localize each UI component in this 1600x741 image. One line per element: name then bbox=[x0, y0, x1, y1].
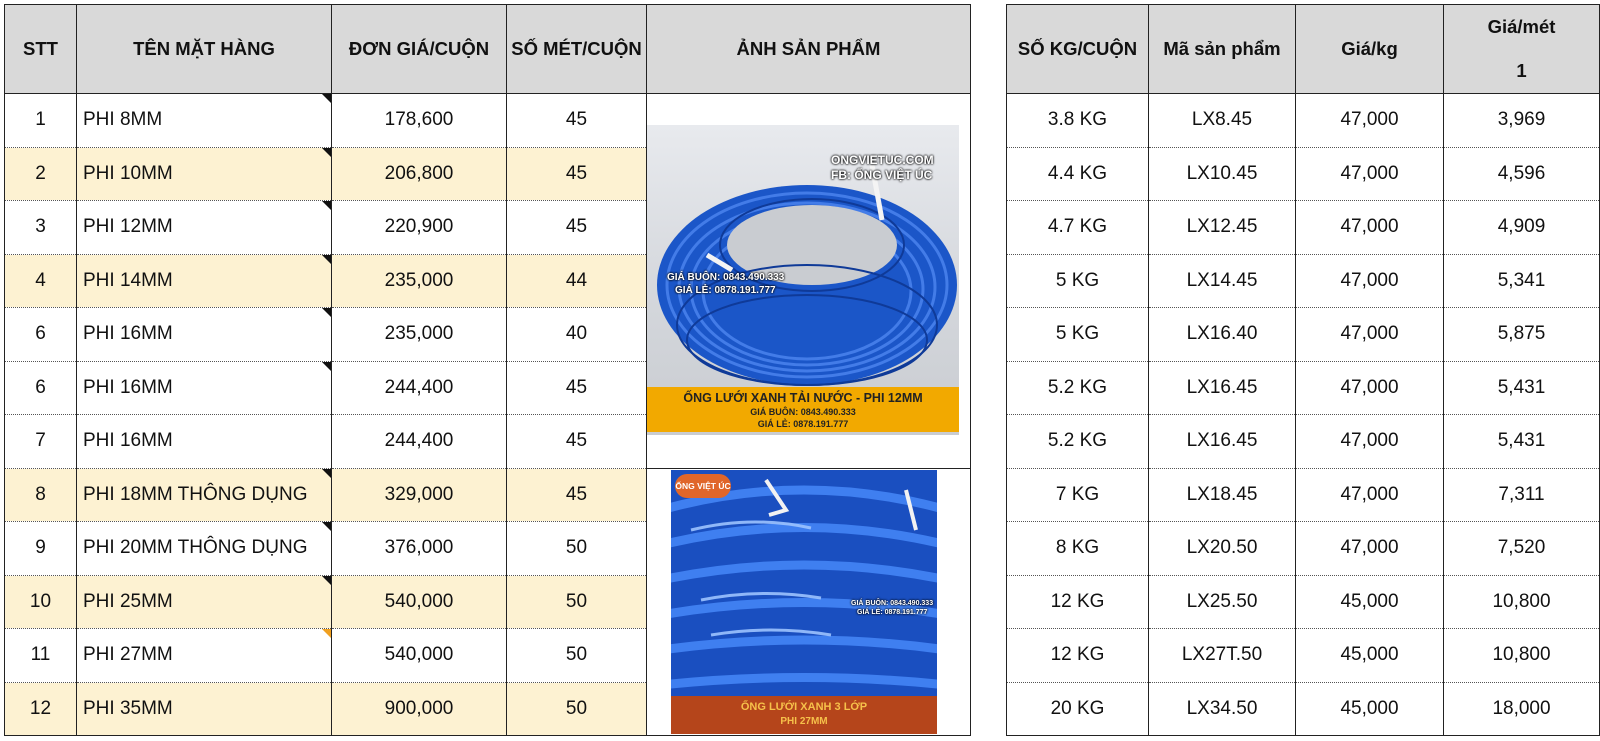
cell-kg-per-roll[interactable]: 3.8 KG bbox=[1007, 94, 1149, 148]
product-name-text: PHI 8MM bbox=[83, 109, 163, 131]
cell-product-name[interactable] bbox=[77, 575, 332, 629]
product-name-text: PHI 10MM bbox=[83, 162, 173, 184]
header-product-name[interactable]: TÊN MẶT HÀNG bbox=[77, 5, 332, 94]
photo-banner bbox=[671, 696, 937, 734]
cell-product-code[interactable]: LX12.45 bbox=[1149, 201, 1296, 255]
product-photo-12mm bbox=[647, 125, 959, 435]
cell-stt[interactable]: 7 bbox=[5, 415, 77, 469]
cell-price-per-meter[interactable]: 5,341 bbox=[1444, 254, 1600, 308]
cell-price-per-meter[interactable]: 5,875 bbox=[1444, 308, 1600, 362]
cell-product-code[interactable]: LX27T.50 bbox=[1149, 629, 1296, 683]
cell-kg-per-roll[interactable]: 5.2 KG bbox=[1007, 415, 1149, 469]
photo-wholesale-text: GIÁ BUÔN: 0843.490.333 bbox=[667, 272, 785, 283]
cell-meters-per-roll[interactable]: 50 bbox=[507, 575, 647, 629]
banner-title: ỐNG LƯỚI XANH 3 LỚP bbox=[740, 700, 868, 713]
product-name-text: PHI 16MM bbox=[83, 323, 173, 345]
comment-indicator[interactable] bbox=[322, 201, 331, 210]
product-name-text: PHI 14MM bbox=[83, 269, 173, 291]
cell-price-per-roll[interactable]: 376,000 bbox=[332, 522, 507, 576]
cell-product-name[interactable] bbox=[77, 308, 332, 362]
cell-price-per-kg[interactable]: 47,000 bbox=[1296, 201, 1444, 255]
cell-kg-per-roll[interactable]: 4.7 KG bbox=[1007, 201, 1149, 255]
photo-wholesale-text: GIÁ BUÔN: 0843.490.333 bbox=[851, 599, 934, 607]
cell-product-name[interactable] bbox=[77, 522, 332, 576]
cell-meters-per-roll[interactable]: 50 bbox=[507, 522, 647, 576]
cell-price-per-kg[interactable]: 47,000 bbox=[1296, 522, 1444, 576]
header-stt[interactable]: STT bbox=[5, 5, 77, 94]
cell-price-per-roll[interactable]: 244,400 bbox=[332, 361, 507, 415]
comment-indicator[interactable] bbox=[322, 94, 331, 103]
cell-price-per-meter[interactable]: 4,596 bbox=[1444, 147, 1600, 201]
comment-indicator[interactable] bbox=[322, 576, 331, 585]
cell-kg-per-roll[interactable]: 20 KG bbox=[1007, 682, 1149, 736]
photo-website-text: ONGVIETUC.COM bbox=[831, 153, 934, 167]
cell-product-name[interactable] bbox=[77, 201, 332, 255]
cell-meters-per-roll[interactable]: 44 bbox=[507, 254, 647, 308]
cell-product-name[interactable] bbox=[77, 147, 332, 201]
cell-product-code[interactable]: LX34.50 bbox=[1149, 682, 1296, 736]
cell-product-image[interactable] bbox=[647, 94, 971, 469]
cell-price-per-meter[interactable]: 7,311 bbox=[1444, 468, 1600, 522]
table-row bbox=[1007, 147, 1600, 201]
comment-indicator[interactable] bbox=[322, 308, 331, 317]
cell-price-per-kg[interactable]: 47,000 bbox=[1296, 254, 1444, 308]
cell-price-per-roll[interactable]: 178,600 bbox=[332, 94, 507, 148]
cell-kg-per-roll[interactable]: 5 KG bbox=[1007, 308, 1149, 362]
cell-kg-per-roll[interactable]: 4.4 KG bbox=[1007, 147, 1149, 201]
cell-product-code[interactable]: LX8.45 bbox=[1149, 94, 1296, 148]
brand-badge-text: ỐNG VIỆT ÚC bbox=[675, 480, 731, 491]
cell-meters-per-roll[interactable]: 45 bbox=[507, 201, 647, 255]
cell-price-per-meter[interactable]: 10,800 bbox=[1444, 629, 1600, 683]
weight-table bbox=[1006, 4, 1600, 736]
cell-stt[interactable]: 9 bbox=[5, 522, 77, 576]
hose-coil-illustration bbox=[671, 470, 937, 698]
table-row bbox=[1007, 415, 1600, 469]
cell-stt[interactable]: 8 bbox=[5, 468, 77, 522]
cell-product-name[interactable] bbox=[77, 629, 332, 683]
cell-price-per-roll[interactable]: 900,000 bbox=[332, 682, 507, 736]
header-price-per-meter[interactable] bbox=[1444, 5, 1600, 94]
header-product-image[interactable]: ẢNH SẢN PHẨM bbox=[647, 5, 971, 94]
header-row bbox=[5, 5, 971, 94]
cell-price-per-meter[interactable]: 7,520 bbox=[1444, 522, 1600, 576]
cell-stt[interactable]: 3 bbox=[5, 201, 77, 255]
cell-product-name[interactable] bbox=[77, 361, 332, 415]
comment-indicator[interactable] bbox=[322, 629, 331, 638]
table-row bbox=[1007, 575, 1600, 629]
cell-price-per-meter[interactable]: 4,909 bbox=[1444, 201, 1600, 255]
comment-indicator[interactable] bbox=[322, 148, 331, 157]
cell-product-code[interactable]: LX10.45 bbox=[1149, 147, 1296, 201]
banner-subtitle: PHI 27MM bbox=[780, 715, 828, 727]
cell-stt[interactable]: 6 bbox=[5, 361, 77, 415]
photo-banner bbox=[647, 387, 959, 432]
header-row bbox=[1007, 5, 1600, 94]
cell-price-per-roll[interactable]: 206,800 bbox=[332, 147, 507, 201]
table-row bbox=[5, 94, 971, 148]
cell-product-code[interactable]: LX16.40 bbox=[1149, 308, 1296, 362]
comment-indicator[interactable] bbox=[322, 469, 331, 478]
header-price-per-meter-line2: 1 bbox=[1516, 60, 1527, 81]
cell-price-per-kg[interactable]: 45,000 bbox=[1296, 629, 1444, 683]
cell-product-code[interactable]: LX20.50 bbox=[1149, 522, 1296, 576]
brand-badge bbox=[675, 474, 731, 498]
cell-product-name[interactable] bbox=[77, 415, 332, 469]
cell-meters-per-roll[interactable]: 40 bbox=[507, 308, 647, 362]
product-name-text: PHI 16MM bbox=[83, 430, 173, 452]
photo-retail-text: GIÁ LẺ: 0878.191.777 bbox=[675, 285, 776, 296]
cell-product-code[interactable]: LX25.50 bbox=[1149, 575, 1296, 629]
header-price-per-meter-line1: Giá/mét bbox=[1487, 16, 1556, 37]
cell-product-name[interactable] bbox=[77, 468, 332, 522]
cell-price-per-meter[interactable]: 10,800 bbox=[1444, 575, 1600, 629]
product-name-text: PHI 18MM THÔNG DỤNG bbox=[83, 483, 308, 505]
banner-title: ỐNG LƯỚI XANH TẢI NƯỚC - PHI 12MM bbox=[683, 391, 923, 405]
cell-price-per-meter[interactable]: 5,431 bbox=[1444, 361, 1600, 415]
banner-retail: GIÁ LẺ: 0878.191.777 bbox=[757, 419, 849, 429]
table-row bbox=[1007, 682, 1600, 736]
cell-price-per-kg[interactable]: 45,000 bbox=[1296, 575, 1444, 629]
table-row bbox=[1007, 94, 1600, 148]
cell-price-per-roll[interactable]: 540,000 bbox=[332, 575, 507, 629]
cell-product-code[interactable]: LX18.45 bbox=[1149, 468, 1296, 522]
cell-price-per-kg[interactable]: 45,000 bbox=[1296, 682, 1444, 736]
cell-meters-per-roll[interactable]: 50 bbox=[507, 682, 647, 736]
comment-indicator[interactable] bbox=[322, 362, 331, 371]
cell-meters-per-roll[interactable]: 45 bbox=[507, 361, 647, 415]
product-name-text: PHI 20MM THÔNG DỤNG bbox=[83, 537, 308, 559]
table-row bbox=[1007, 308, 1600, 362]
comment-indicator[interactable] bbox=[322, 255, 331, 264]
cell-price-per-kg[interactable]: 47,000 bbox=[1296, 94, 1444, 148]
cell-stt[interactable]: 6 bbox=[5, 308, 77, 362]
product-name-text: PHI 16MM bbox=[83, 376, 173, 398]
cell-meters-per-roll[interactable]: 45 bbox=[507, 94, 647, 148]
cell-price-per-meter[interactable]: 5,431 bbox=[1444, 415, 1600, 469]
cell-meters-per-roll[interactable]: 45 bbox=[507, 415, 647, 469]
header-kg-per-roll[interactable]: SỐ KG/CUỘN bbox=[1007, 5, 1149, 94]
cell-kg-per-roll[interactable]: 8 KG bbox=[1007, 522, 1149, 576]
cell-product-code[interactable]: LX16.45 bbox=[1149, 415, 1296, 469]
cell-kg-per-roll[interactable]: 5.2 KG bbox=[1007, 361, 1149, 415]
table-row bbox=[1007, 468, 1600, 522]
cell-price-per-kg[interactable]: 47,000 bbox=[1296, 415, 1444, 469]
cell-stt[interactable]: 12 bbox=[5, 682, 77, 736]
table-row bbox=[1007, 629, 1600, 683]
price-table bbox=[4, 4, 971, 736]
product-name-text: PHI 25MM bbox=[83, 590, 173, 612]
cell-kg-per-roll[interactable]: 7 KG bbox=[1007, 468, 1149, 522]
cell-product-code[interactable]: LX16.45 bbox=[1149, 361, 1296, 415]
cell-meters-per-roll[interactable]: 45 bbox=[507, 147, 647, 201]
cell-price-per-kg[interactable]: 47,000 bbox=[1296, 147, 1444, 201]
cell-stt[interactable]: 2 bbox=[5, 147, 77, 201]
cell-kg-per-roll[interactable]: 12 KG bbox=[1007, 629, 1149, 683]
cell-stt[interactable]: 10 bbox=[5, 575, 77, 629]
table-row bbox=[1007, 201, 1600, 255]
cell-stt[interactable]: 11 bbox=[5, 629, 77, 683]
cell-product-name[interactable] bbox=[77, 682, 332, 736]
product-name-text: PHI 12MM bbox=[83, 216, 173, 238]
cell-price-per-meter[interactable]: 18,000 bbox=[1444, 682, 1600, 736]
cell-product-image[interactable] bbox=[647, 468, 971, 736]
cell-price-per-roll[interactable]: 235,000 bbox=[332, 254, 507, 308]
table-row bbox=[1007, 522, 1600, 576]
cell-price-per-roll[interactable]: 329,000 bbox=[332, 468, 507, 522]
cell-product-name[interactable] bbox=[77, 94, 332, 148]
cell-price-per-roll[interactable]: 540,000 bbox=[332, 629, 507, 683]
cell-price-per-roll[interactable]: 235,000 bbox=[332, 308, 507, 362]
photo-fb-text: FB: ỐNG VIỆT ÚC bbox=[831, 168, 933, 182]
product-name-text: PHI 27MM bbox=[83, 644, 173, 666]
comment-indicator[interactable] bbox=[322, 522, 331, 531]
table-row bbox=[1007, 254, 1600, 308]
cell-stt[interactable]: 4 bbox=[5, 254, 77, 308]
cell-stt[interactable]: 1 bbox=[5, 94, 77, 148]
cell-price-per-kg[interactable]: 47,000 bbox=[1296, 308, 1444, 362]
header-product-code[interactable]: Mã sản phẩm bbox=[1149, 5, 1296, 94]
table-row bbox=[5, 468, 971, 522]
header-price-per-roll[interactable]: ĐƠN GIÁ/CUỘN bbox=[332, 5, 507, 94]
cell-meters-per-roll[interactable]: 45 bbox=[507, 468, 647, 522]
product-photo-27mm bbox=[671, 470, 937, 734]
cell-kg-per-roll[interactable]: 5 KG bbox=[1007, 254, 1149, 308]
table-row bbox=[1007, 361, 1600, 415]
product-name-text: PHI 35MM bbox=[83, 697, 173, 719]
cell-price-per-kg[interactable]: 47,000 bbox=[1296, 361, 1444, 415]
cell-kg-per-roll[interactable]: 12 KG bbox=[1007, 575, 1149, 629]
cell-price-per-roll[interactable]: 244,400 bbox=[332, 415, 507, 469]
cell-price-per-kg[interactable]: 47,000 bbox=[1296, 468, 1444, 522]
cell-meters-per-roll[interactable]: 50 bbox=[507, 629, 647, 683]
banner-wholesale: GIÁ BUÔN: 0843.490.333 bbox=[750, 407, 856, 417]
header-price-per-kg[interactable]: Giá/kg bbox=[1296, 5, 1444, 94]
cell-product-name[interactable] bbox=[77, 254, 332, 308]
header-meters-per-roll[interactable]: SỐ MÉT/CUỘN bbox=[507, 5, 647, 94]
cell-price-per-meter[interactable]: 3,969 bbox=[1444, 94, 1600, 148]
cell-price-per-roll[interactable]: 220,900 bbox=[332, 201, 507, 255]
photo-retail-text: GIÁ LẺ: 0878.191.777 bbox=[857, 608, 928, 616]
cell-product-code[interactable]: LX14.45 bbox=[1149, 254, 1296, 308]
